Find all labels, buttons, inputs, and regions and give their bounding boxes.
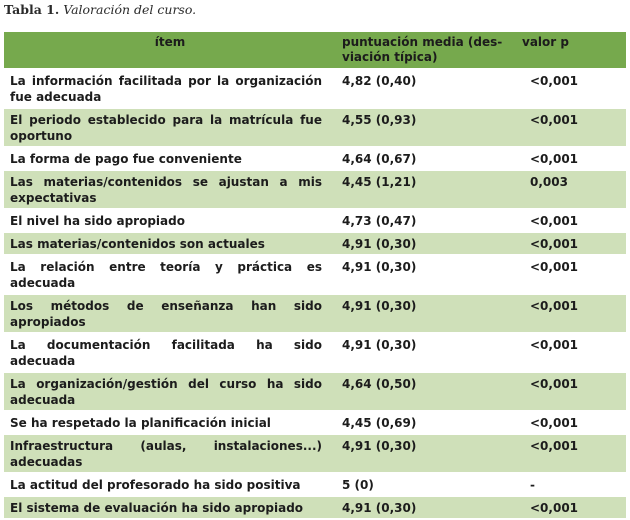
table-row (4, 109, 626, 146)
header-score-line1: puntuación media (des- (342, 35, 503, 49)
cell-item: El nivel ha sido apropiado (4, 210, 336, 231)
header-score (336, 32, 516, 68)
table-label: Tabla 1. (4, 2, 60, 17)
cell-p-value: <0,001 (516, 373, 626, 410)
cell-score: 4,45 (0,69) (336, 412, 516, 433)
cell-p-value: <0,001 (516, 233, 626, 254)
cell-score: 4,82 (0,40) (336, 70, 516, 107)
table-row (4, 334, 626, 371)
cell-p-value: <0,001 (516, 435, 626, 472)
table-row (4, 474, 626, 495)
table-row (4, 171, 626, 208)
cell-score: 4,91 (0,30) (336, 295, 516, 332)
cell-item: El sistema de evaluación ha sido apropiado (4, 497, 336, 518)
cell-p-value: 0,003 (516, 171, 626, 208)
cell-p-value: <0,001 (516, 334, 626, 371)
cell-score: 4,45 (1,21) (336, 171, 516, 208)
cell-score: 4,55 (0,93) (336, 109, 516, 146)
cell-score: 4,91 (0,30) (336, 497, 516, 518)
table-title: Valoración del curso. (63, 2, 197, 17)
table-row (4, 210, 626, 231)
evaluation-table (4, 30, 626, 520)
table-row (4, 373, 626, 410)
cell-score: 4,64 (0,67) (336, 148, 516, 169)
table-row (4, 295, 626, 332)
cell-score: 4,91 (0,30) (336, 435, 516, 472)
cell-item: El periodo establecido para la matrícula fue oportuno (4, 109, 336, 146)
table-caption (4, 2, 196, 17)
cell-item: Las materias/contenidos se ajustan a mis expectativas (4, 171, 336, 208)
cell-p-value: <0,001 (516, 148, 626, 169)
cell-p-value: <0,001 (516, 412, 626, 433)
cell-score: 5 (0) (336, 474, 516, 495)
cell-score: 4,73 (0,47) (336, 210, 516, 231)
cell-item: Los métodos de enseñanza han sido apropiados (4, 295, 336, 332)
cell-p-value: <0,001 (516, 109, 626, 146)
table-row (4, 256, 626, 293)
cell-p-value: <0,001 (516, 256, 626, 293)
header-row (4, 32, 626, 68)
cell-p-value: <0,001 (516, 70, 626, 107)
table-row (4, 412, 626, 433)
header-item: ítem (4, 32, 336, 68)
cell-item: La organización/gestión del curso ha sido adecuada (4, 373, 336, 410)
cell-score: 4,64 (0,50) (336, 373, 516, 410)
cell-p-value: <0,001 (516, 295, 626, 332)
cell-score: 4,91 (0,30) (336, 256, 516, 293)
cell-item: Se ha respetado la planificación inicial (4, 412, 336, 433)
cell-p-value: <0,001 (516, 210, 626, 231)
cell-p-value: - (516, 474, 626, 495)
table-row (4, 148, 626, 169)
cell-item: La documentación facilitada ha sido adecuada (4, 334, 336, 371)
table-row (4, 435, 626, 472)
cell-item: La forma de pago fue conveniente (4, 148, 336, 169)
table-row (4, 233, 626, 254)
cell-score: 4,91 (0,30) (336, 334, 516, 371)
table-row (4, 497, 626, 518)
cell-score: 4,91 (0,30) (336, 233, 516, 254)
cell-item: Infraestructura (aulas, instalaciones...) adecuadas (4, 435, 336, 472)
table-row (4, 70, 626, 107)
header-p-value: valor p (516, 32, 626, 68)
cell-item: La relación entre teoría y práctica es adecuada (4, 256, 336, 293)
cell-item: Las materias/contenidos son actuales (4, 233, 336, 254)
header-score-line2: viación típica) (342, 50, 438, 64)
cell-item: La actitud del profesorado ha sido positiva (4, 474, 336, 495)
cell-p-value: <0,001 (516, 497, 626, 518)
cell-item: La información facilitada por la organización fue adecuada (4, 70, 336, 107)
table-body (4, 70, 626, 518)
